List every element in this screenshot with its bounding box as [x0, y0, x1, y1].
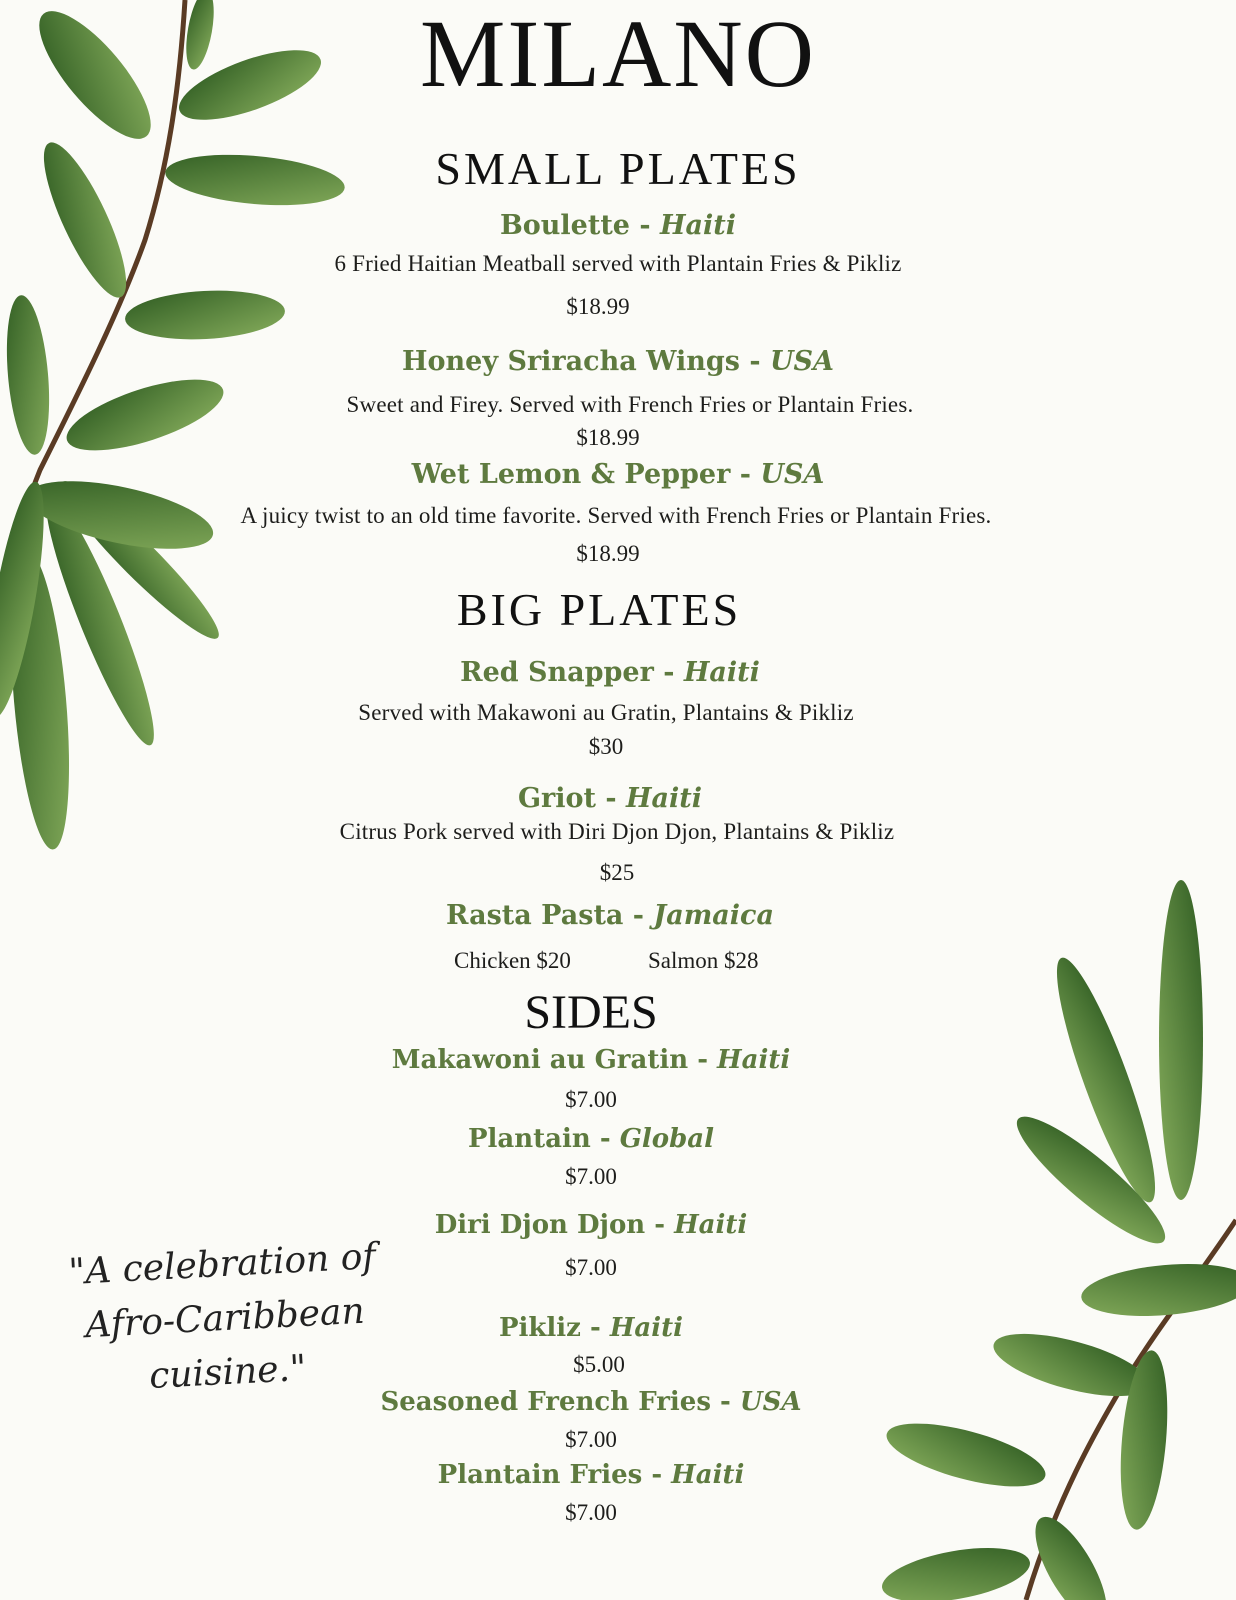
- section-heading-big-plates: BIG PLATES: [456, 584, 742, 635]
- menu-item-price: $18.99: [576, 425, 640, 450]
- item-origin: Global: [619, 1124, 715, 1154]
- menu-item-description: Citrus Pork served with Diri Djon Djon, Plantains & Pikliz: [339, 819, 895, 844]
- tagline-line-1: "A celebration of: [67, 1236, 377, 1294]
- menu-item-description: 6 Fried Haitian Meatball served with Plantain Fries & Pikliz: [334, 251, 902, 276]
- menu-item-title: [0, 1460, 1209, 1490]
- menu-item-price: $18.99: [576, 541, 640, 566]
- item-name: Plantain Fries: [437, 1460, 643, 1490]
- tagline-quote: [36, 1228, 414, 1409]
- item-separator: -: [653, 657, 684, 688]
- item-name: Diri Djon Djon: [434, 1210, 646, 1240]
- item-separator: -: [642, 1460, 672, 1490]
- item-origin: Haiti: [683, 657, 760, 688]
- menu-item-title: [0, 346, 1236, 377]
- item-origin: USA: [760, 459, 825, 490]
- item-origin: USA: [769, 346, 834, 377]
- menu-item-price: $18.99: [566, 294, 630, 319]
- menu-item-price-salmon: Salmon $28: [648, 948, 759, 973]
- menu-item-title: [0, 900, 1228, 931]
- item-separator: -: [623, 900, 654, 931]
- item-origin: Haiti: [671, 1460, 745, 1490]
- tagline-line-2: Afro-Caribbean cuisine.": [84, 1290, 366, 1398]
- menu-item-title: [0, 210, 1236, 241]
- item-name: Griot: [517, 783, 596, 814]
- item-origin: Haiti: [674, 1210, 748, 1240]
- item-name: Honey Sriracha Wings: [402, 346, 740, 377]
- menu-item-price: $7.00: [565, 1500, 617, 1525]
- menu-item-price: $25: [599, 860, 635, 885]
- section-heading-sides: SIDES: [524, 986, 658, 1039]
- item-separator: -: [580, 1313, 610, 1343]
- item-origin: Haiti: [660, 210, 737, 241]
- item-separator: -: [590, 1124, 620, 1154]
- item-separator: -: [710, 1387, 740, 1417]
- item-name: Red Snapper: [460, 657, 654, 688]
- item-origin: Haiti: [717, 1045, 791, 1075]
- menu-item-description: Served with Makawoni au Gratin, Plantains & Pikliz: [358, 700, 854, 725]
- item-separator: -: [645, 1210, 675, 1240]
- section-heading-small-plates: SMALL PLATES: [435, 143, 801, 194]
- menu-item-price: $7.00: [565, 1427, 617, 1452]
- menu-item-title: [0, 783, 1228, 814]
- menu-item-description: Sweet and Firey. Served with French Fries or Plantain Fries.: [346, 392, 914, 417]
- item-separator: -: [730, 459, 761, 490]
- menu-item-title: [0, 1124, 1209, 1154]
- item-separator: -: [688, 1045, 718, 1075]
- item-separator: -: [739, 346, 770, 377]
- item-name: Boulette: [499, 210, 630, 241]
- item-separator: -: [596, 783, 627, 814]
- menu-item-price: $30: [588, 734, 624, 759]
- item-origin: Haiti: [626, 783, 703, 814]
- item-origin: Haiti: [609, 1313, 684, 1343]
- menu-item-title: [0, 1045, 1209, 1075]
- menu-item-description: A juicy twist to an old time favorite. Served with French Fries or Plantain Fries.: [240, 503, 992, 528]
- item-separator: -: [630, 210, 661, 241]
- item-origin: Jamaica: [653, 900, 774, 931]
- menu-item-price: $7.00: [565, 1255, 617, 1280]
- item-name: Wet Lemon & Pepper: [411, 459, 731, 490]
- item-origin: USA: [739, 1387, 802, 1417]
- menu-item-price: $7.00: [565, 1087, 617, 1112]
- menu-item-title: [0, 657, 1228, 688]
- item-name: Rasta Pasta: [446, 900, 624, 931]
- menu-item-title: [0, 1210, 1209, 1240]
- item-name: Makawoni au Gratin: [391, 1045, 689, 1075]
- menu-item-price: $5.00: [573, 1352, 625, 1377]
- item-name: Plantain: [467, 1124, 591, 1154]
- menu-item-title: [0, 459, 1236, 490]
- item-name: Seasoned French Fries: [380, 1387, 711, 1417]
- restaurant-title: MILANO: [420, 0, 816, 107]
- item-name: Pikliz: [498, 1313, 581, 1343]
- menu-item-price: $7.00: [565, 1164, 617, 1189]
- menu-item-price-chicken: Chicken $20: [454, 948, 571, 973]
